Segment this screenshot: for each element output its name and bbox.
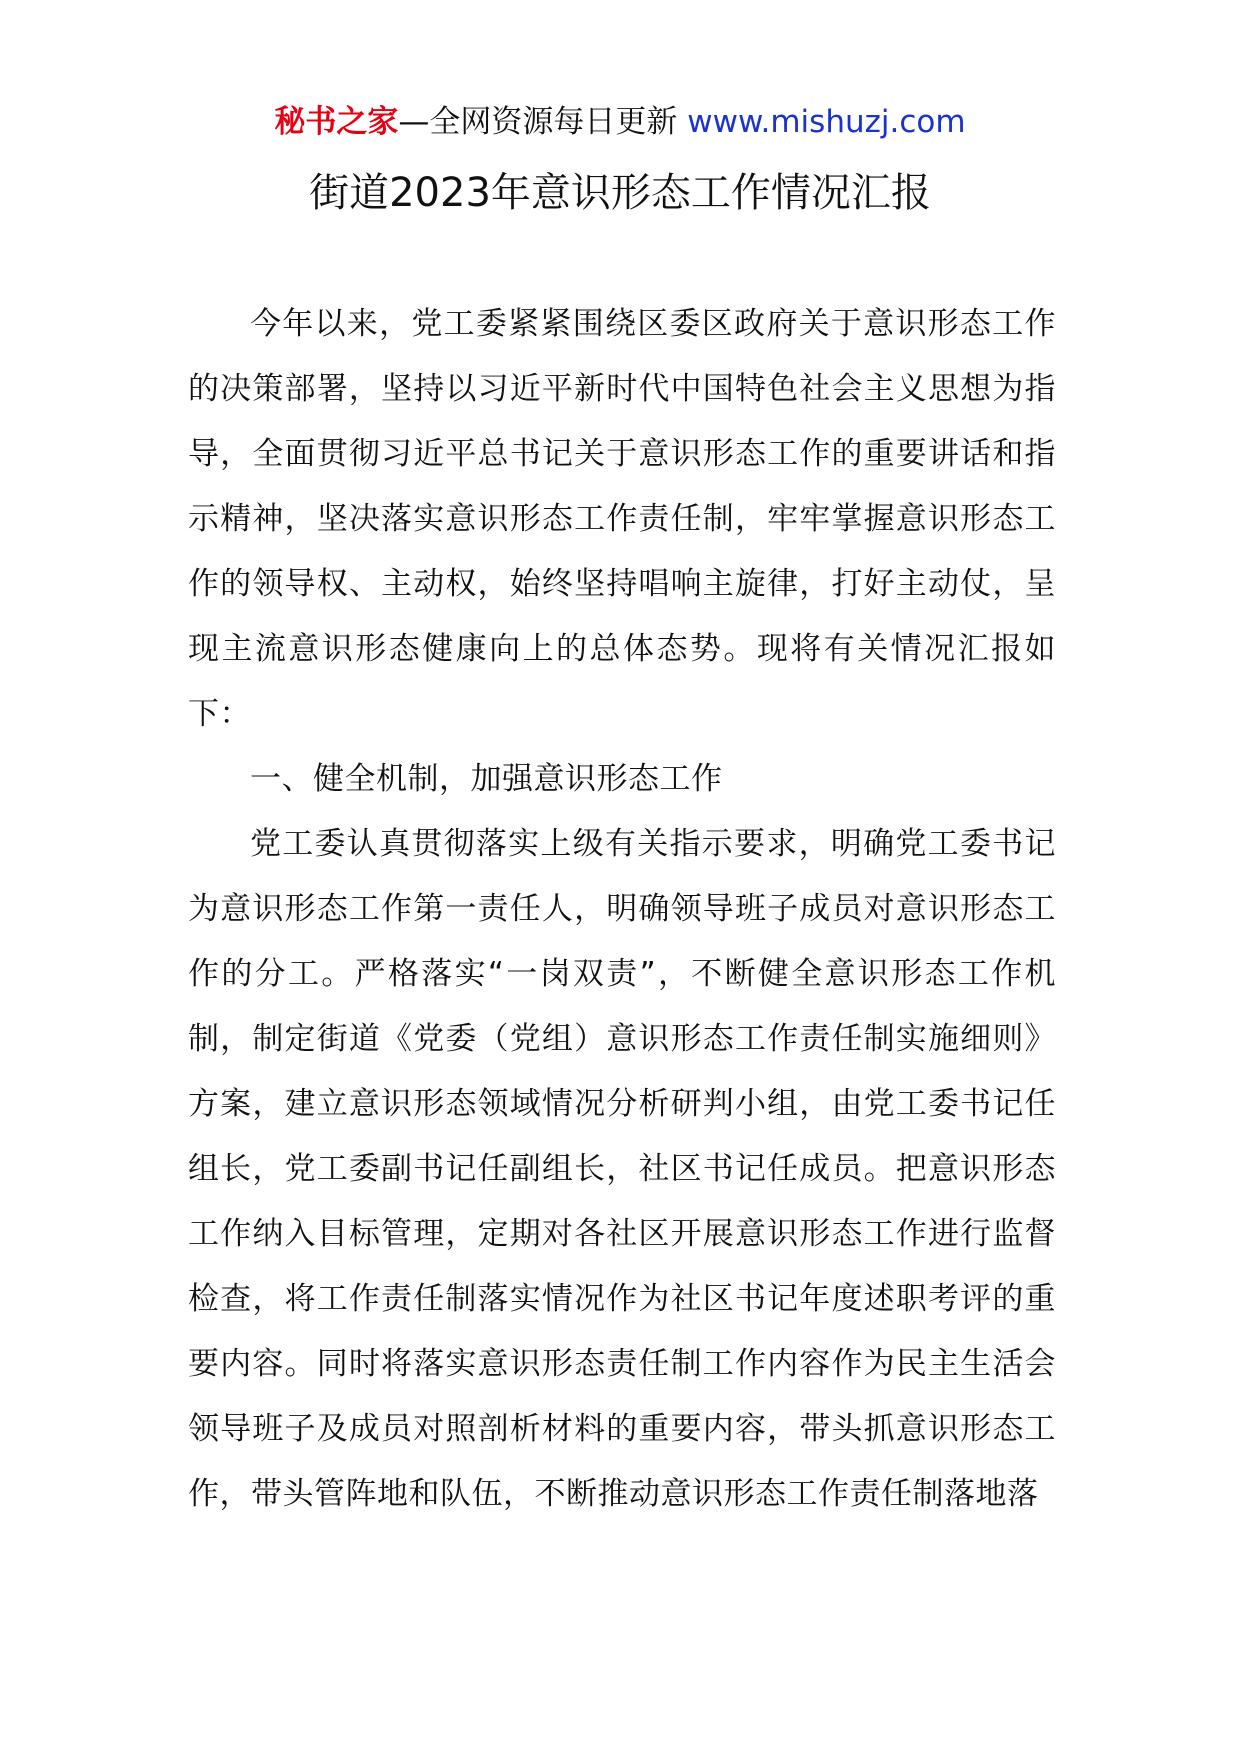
document-title: 街道2023年意识形态工作情况汇报 [309,170,931,216]
section-paragraph-1: 党工委认真贯彻落实上级有关指示要求，明确党工委书记为意识形态工作第一责任人，明确领导班子成员对意识形态工作的分工。严格落实“一岗双责”，不断健全意识形态工作机制，制定街道《党委（党组）意识形态工作责任制实施细则》方案，建立意识形态领域情况分析研判小组，由党工委书记任组长，党工委副书记任副组长，社区书记任成员。把意识形态工作纳入目标管理，定期对各社区开展意识形态工作进行监督检查，将工作责任制落实情况作为社区书记年度述职考评的重要内容。同时将落实意识形态责任制工作内容作为民主生活会领导班子及成员对照剖析材料的重要内容，带头抓意识形态工作，带头管阵地和队伍，不断推动意识形态工作责任制落地落 [188,826,1056,1512]
document-body [188,292,1056,1527]
site-url-link[interactable]: www.mishuzj.com [687,104,966,140]
banner-dash: — [398,104,430,140]
watermark-banner [0,100,1240,144]
banner-slogan: 全网资源每日更新 [429,104,678,140]
brand-name: 秘书之家 [274,104,399,140]
section-heading-1: 一、健全机制，加强意识形态工作 [250,761,723,797]
intro-paragraph: 今年以来，党工委紧紧围绕区委区政府关于意识形态工作的决策部署，坚持以习近平新时代中国特色社会主义思想为指导，全面贯彻习近平总书记关于意识形态工作的重要讲话和指示精神，坚决落实意识形态工作责任制，牢牢掌握意识形态工作的领导权、主动权，始终坚持唱响主旋律，打好主动仗，呈现主流意识形态健康向上的总体态势。现将有关情况汇报如下： [188,306,1056,732]
